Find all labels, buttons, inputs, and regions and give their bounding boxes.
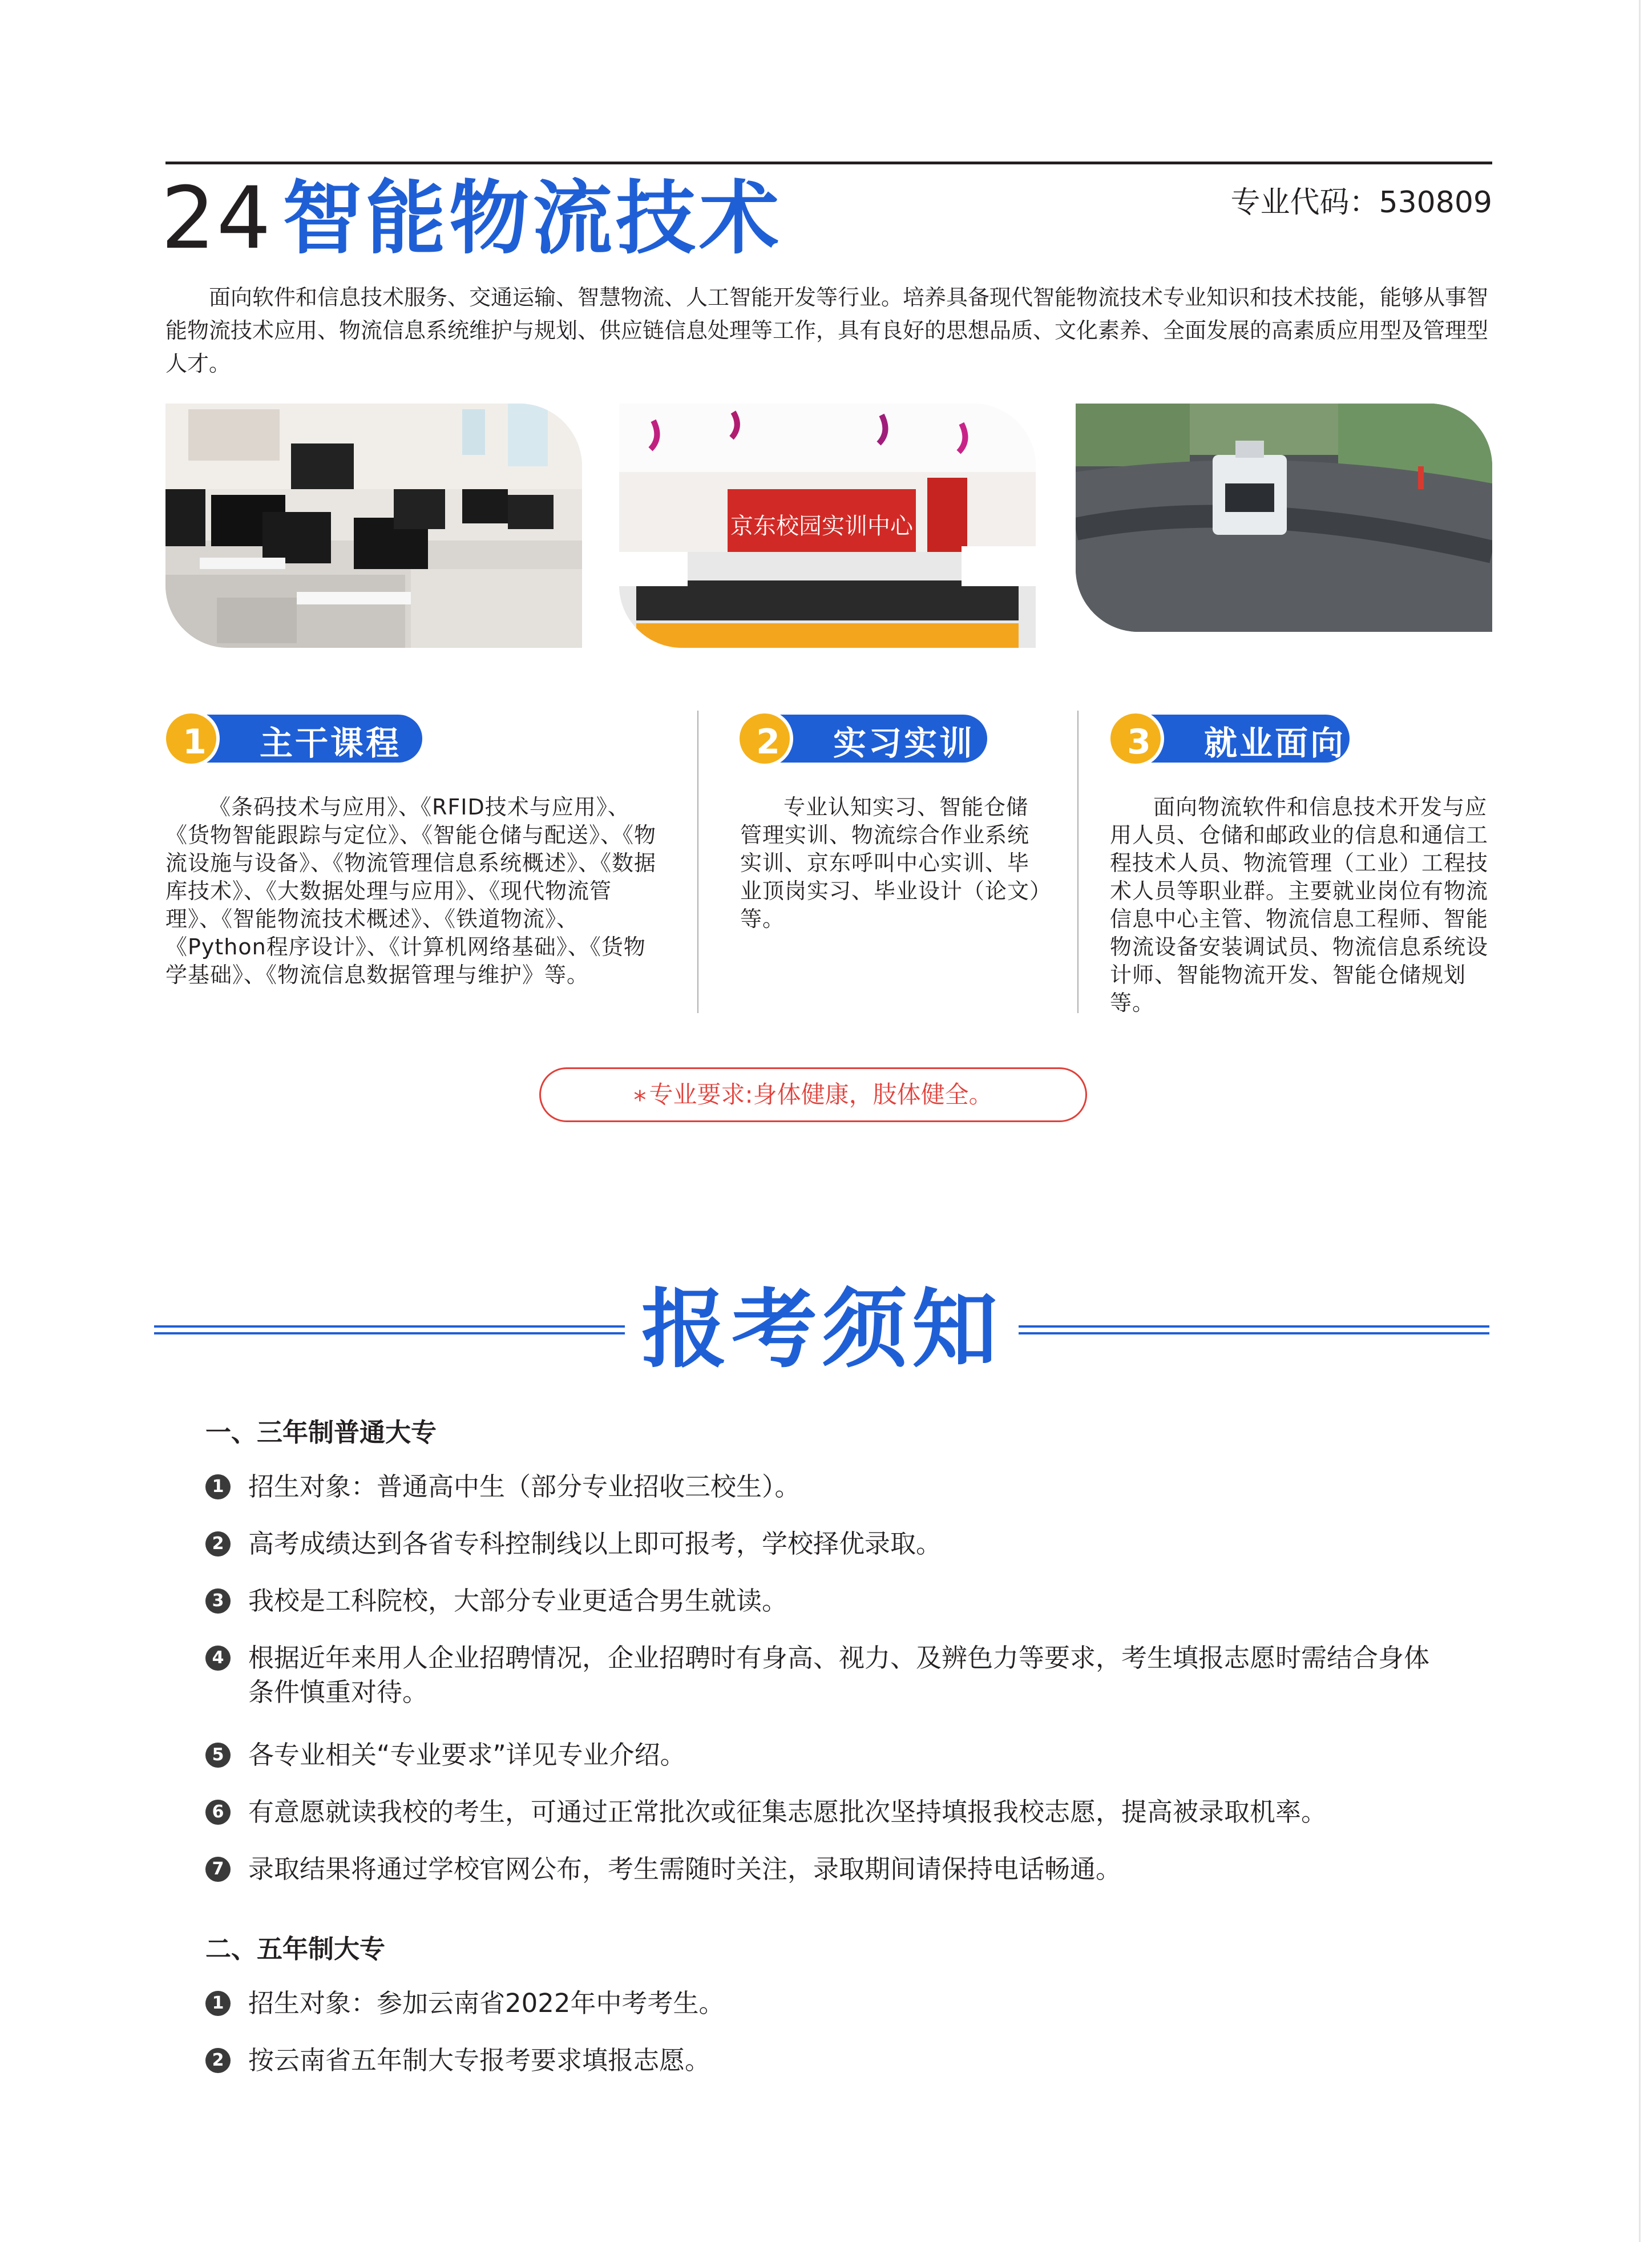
notice-item	[205, 1738, 1461, 1772]
requirement-text: 专业要求:身体健康，肢体健全。	[649, 1080, 993, 1108]
bullet-number: 2	[205, 2048, 231, 2073]
section-training-head	[736, 710, 993, 767]
major-title: 智能物流技术	[282, 172, 783, 265]
section-title: 实习实训	[833, 724, 975, 763]
column-divider	[1077, 711, 1079, 1013]
training-text: 专业认知实习、智能仓储管理实训、物流综合作业系统实训、京东呼叫中心实训、毕业顶岗实习、毕业设计（论文）等。	[740, 795, 1041, 932]
computer-lab-photo	[165, 404, 582, 648]
notice-item	[205, 2043, 1461, 2078]
notice-item	[205, 1470, 1461, 1504]
courses-text: 《条码技术与应用》、《RFID技术与应用》、《货物智能跟踪与定位》、《智能仓储与配送》、《物流设施与设备》、《物流管理信息系统概述》、《数据库技术》、《大数据处理与应用》、《现代物流管理》、《智能物流技术概述》、《铁道物流》、《Python程序设计》、《计算机网络基础》、《货物学基础》、《物流信息数据管理与维护》等。	[165, 795, 657, 987]
bullet-number: 3	[205, 1588, 231, 1614]
bullet-number: 1	[205, 1991, 231, 2016]
notice-item-text: 各专业相关“专业要求”详见专业介绍。	[248, 1740, 686, 1770]
bullet-number: 4	[205, 1646, 231, 1671]
notice-item	[205, 1584, 1461, 1618]
section-number-badge	[163, 710, 220, 767]
section-title: 主干课程	[260, 724, 402, 763]
bullet-number: 7	[205, 1857, 231, 1882]
section-number-badge	[1107, 710, 1164, 767]
notice-item	[205, 1641, 1438, 1709]
header-rule	[165, 162, 1492, 164]
notice-item	[205, 1795, 1461, 1829]
notice-item-text: 根据近年来用人企业招聘情况，企业招聘时有身高、视力、及辨色力等要求，考生填报志愿时需结合身体条件慎重对待。	[248, 1643, 1430, 1707]
requirement-box	[539, 1067, 1087, 1122]
bullet-number: 6	[205, 1800, 231, 1825]
section-number-badge	[736, 710, 793, 767]
training-center-photo	[619, 404, 1036, 648]
notice-item-text: 招生对象：普通高中生（部分专业招收三校生）。	[248, 1471, 801, 1502]
page-edge-line	[1639, 0, 1641, 2242]
bullet-number: 1	[205, 1474, 231, 1499]
major-intro: 面向软件和信息技术服务、交通运输、智慧物流、人工智能开发等行业。培养具备现代智能物流技术专业知识和技术技能，能够从事智能物流技术应用、物流信息系统维护与规划、供应链信息处理等工作，具有良好的思想品质、文化素养、全面发展的高素质应用型及管理型人才。	[165, 285, 1489, 376]
notice-title: 报考须知	[641, 1280, 1002, 1380]
banner-text: 京东校园实训中心	[730, 513, 913, 539]
notice-item	[205, 1986, 1461, 2021]
delivery-robot-photo	[1076, 404, 1492, 632]
column-divider	[697, 711, 698, 1013]
major-code: 专业代码：530809	[1230, 186, 1492, 220]
section-number: 1	[183, 722, 207, 762]
section-title: 就业面向	[1204, 724, 1346, 763]
notice-item-text: 我校是工科院校，大部分专业更适合男生就读。	[248, 1586, 788, 1616]
notice-item-text: 按云南省五年制大专报考要求填报志愿。	[248, 2045, 711, 2075]
major-number: 24	[161, 169, 272, 268]
section-number: 3	[1127, 722, 1151, 762]
three-year-subtitle: 一、三年制普通大专	[205, 1417, 437, 1447]
notice-item-text: 录取结果将通过学校官网公布，考生需随时关注，录取期间请保持电话畅通。	[248, 1854, 1122, 1884]
bullet-number: 5	[205, 1743, 231, 1768]
notice-item	[205, 1852, 1461, 1886]
requirement-star: *	[633, 1086, 647, 1115]
section-courses-head	[163, 710, 425, 767]
notice-item-text: 高考成绩达到各省专科控制线以上即可报考，学校择优录取。	[248, 1529, 942, 1559]
five-year-subtitle: 二、五年制大专	[205, 1934, 386, 1964]
notice-item-text: 有意愿就读我校的考生，可通过正常批次或征集志愿批次坚持填报我校志愿，提高被录取机率。	[248, 1797, 1327, 1827]
section-career-head	[1107, 710, 1358, 767]
bullet-number: 2	[205, 1531, 231, 1557]
notice-item-text: 招生对象：参加云南省2022年中考考生。	[248, 1988, 725, 2018]
notice-deco-line-right	[1019, 1325, 1489, 1337]
career-text: 面向物流软件和信息技术开发与应用人员、仓储和邮政业的信息和通信工程技术人员、物流管理（工业）工程技术人员等职业群。主要就业岗位有物流信息中心主管、物流信息工程师、智能物流设备安装调试员、物流信息系统设计师、智能物流开发、智能仓储规划等。	[1110, 795, 1489, 1015]
section-number: 2	[756, 722, 780, 762]
notice-item	[205, 1527, 1461, 1561]
notice-deco-line-left	[154, 1325, 625, 1337]
